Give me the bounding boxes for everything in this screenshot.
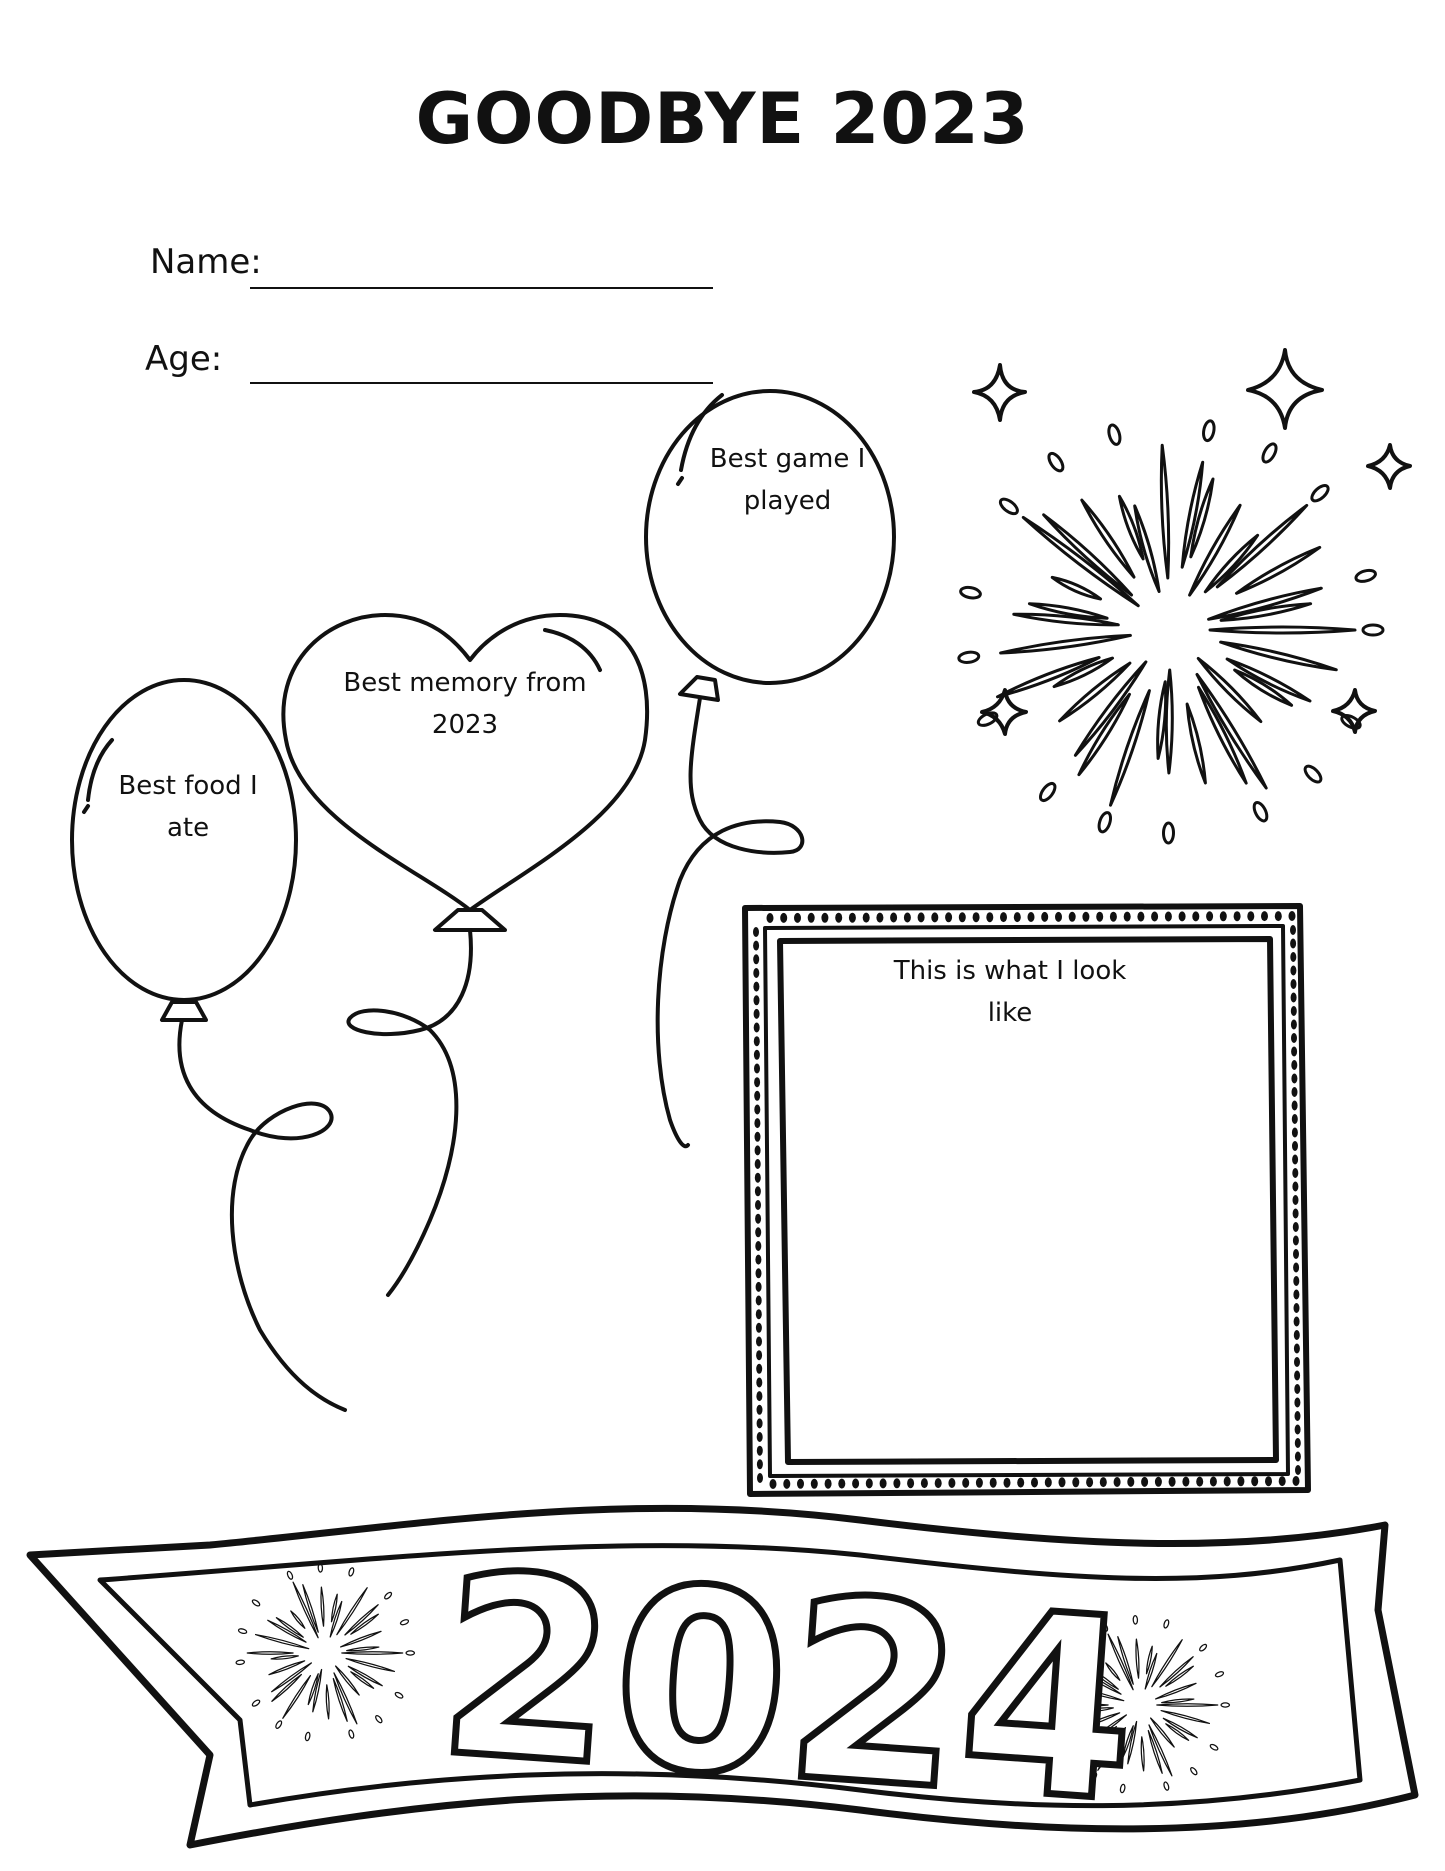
firework-icon-banner-left	[236, 1564, 415, 1741]
balloon-label-game: Best game I played	[709, 444, 866, 516]
name-label: Name:	[150, 242, 262, 282]
balloon-label-memory: Best memory from 2023	[343, 668, 587, 740]
firework-icon-large	[958, 420, 1383, 843]
balloon-label-food: Best food I ate	[118, 771, 258, 843]
page-title: GOODBYE 2023	[415, 78, 1030, 160]
age-label: Age:	[145, 339, 223, 379]
portrait-caption: This is what I look like	[893, 956, 1127, 1028]
banner-year: 2024	[430, 1519, 1146, 1858]
